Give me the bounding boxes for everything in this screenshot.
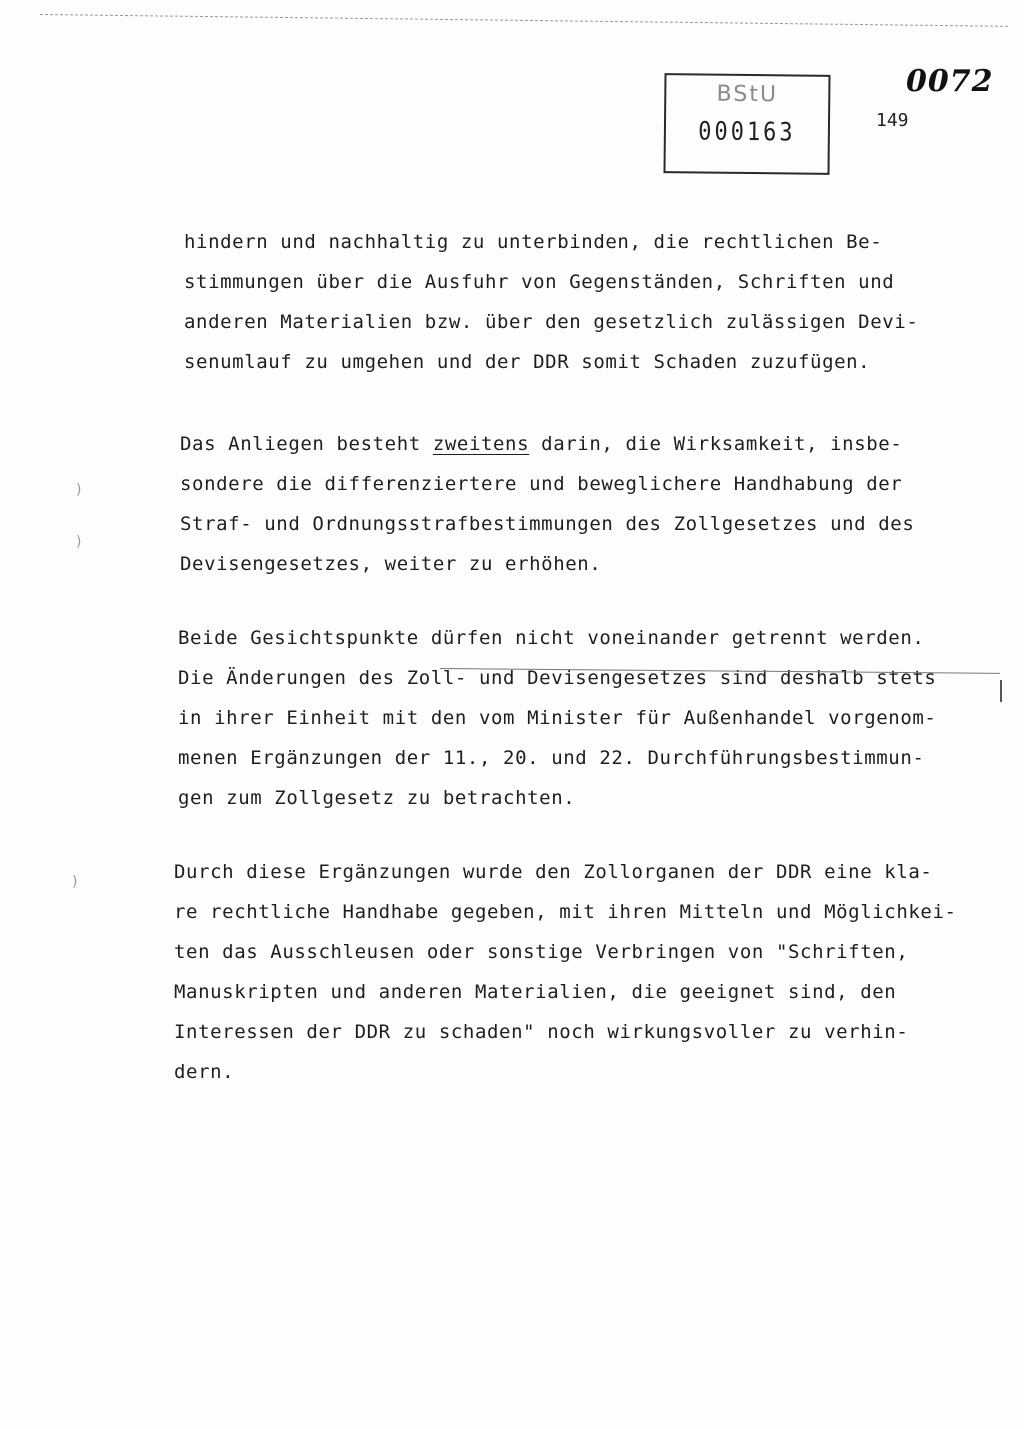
paragraph-1 bbox=[184, 222, 918, 382]
paragraph-3 bbox=[178, 618, 936, 818]
text-line-with-underline: Das Anliegen besteht zweitens darin, die Wirksamkeit, insbe- bbox=[180, 433, 903, 455]
paragraph-4 bbox=[174, 852, 957, 1092]
text-line: Die Änderungen des Zoll- und Devisengesetzes sind deshalb stets bbox=[178, 667, 937, 689]
hole-punch-mark: ) bbox=[76, 534, 82, 550]
text-line: Devisengesetzes, weiter zu erhöhen. bbox=[180, 553, 602, 575]
text-line: menen Ergänzungen der 11., 20. und 22. Durchführungsbestimmun- bbox=[178, 747, 925, 769]
stamp-title: BStU bbox=[716, 81, 779, 108]
text-line: senumlauf zu umgehen und der DDR somit Schaden zuzufügen. bbox=[184, 351, 871, 373]
underlined-word: zweitens bbox=[432, 433, 530, 455]
margin-bar-mark bbox=[1000, 680, 1002, 702]
text-line: Manuskripten und anderen Materialien, die geeignet sind, den bbox=[174, 981, 897, 1003]
text-line: Interessen der DDR zu schaden" noch wirkungsvoller zu verhin- bbox=[174, 1021, 909, 1043]
text-line: ten das Ausschleusen oder sonstige Verbringen von "Schriften, bbox=[174, 941, 909, 963]
text-line: sondere die differenziertere und beweglichere Handhabung der bbox=[180, 473, 903, 495]
archive-page-number: 0072 bbox=[906, 64, 994, 99]
text-line: gen zum Zollgesetz zu betrachten. bbox=[178, 787, 576, 809]
text-line: anderen Materialien bzw. über den gesetzlich zulässigen Devi- bbox=[184, 311, 919, 333]
stamp-number: 000163 bbox=[698, 117, 796, 148]
text-line: stimmungen über die Ausfuhr von Gegenständen, Schriften und bbox=[184, 271, 895, 293]
text-line: dern. bbox=[174, 1061, 235, 1083]
paragraph-2 bbox=[180, 424, 914, 584]
text-line: hindern und nachhaltig zu unterbinden, die rechtlichen Be- bbox=[184, 231, 883, 253]
archive-stamp bbox=[663, 73, 830, 175]
top-edge-rule bbox=[40, 14, 1008, 27]
text-line: in ihrer Einheit mit den vom Minister für Außenhandel vorgenom- bbox=[178, 707, 937, 729]
text-line: Beide Gesichtspunkte dürfen nicht voneinander getrennt werden. bbox=[178, 627, 925, 649]
text-line: Straf- und Ordnungsstrafbestimmungen des Zollgesetzes und des bbox=[180, 513, 915, 535]
page-number: 149 bbox=[876, 110, 909, 131]
text-line: Durch diese Ergänzungen wurde den Zollorganen der DDR eine kla- bbox=[174, 861, 933, 883]
text-line: re rechtliche Handhabe gegeben, mit ihren Mitteln und Möglichkei- bbox=[174, 901, 957, 923]
hole-punch-mark: ) bbox=[72, 874, 78, 890]
hole-punch-mark: ) bbox=[76, 482, 82, 498]
